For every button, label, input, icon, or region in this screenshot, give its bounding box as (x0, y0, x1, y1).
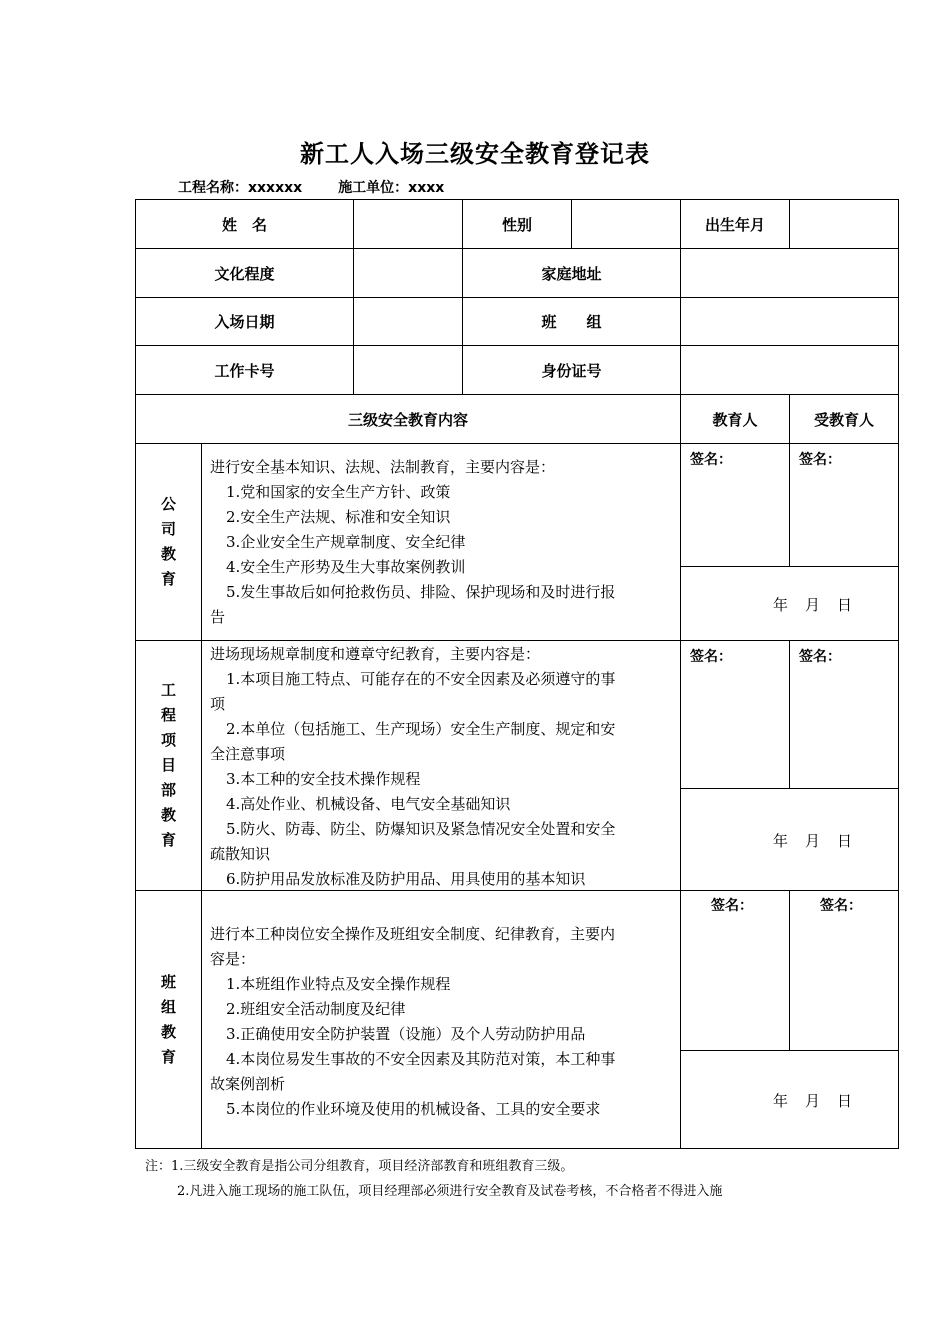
team-field[interactable] (681, 298, 898, 345)
form-subheader (178, 177, 444, 197)
company-education-content: 进行安全基本知识、法规、法制教育，主要内容是： 1.党和国家的安全生产方针、政策 2.安全生产法规、标准和安全知识 3.企业安全生产规章制度、安全纪律 4.安全生产形势及生大事故案例教训 5.发生事故后如何抢救伤员、排险、保护现场和及时进行报 告 (210, 458, 616, 626)
education-field[interactable] (354, 249, 462, 297)
project-educator-signature[interactable]: 签名： (690, 649, 732, 665)
birth-field[interactable] (790, 200, 898, 248)
team-date[interactable]: 年 月 日 (773, 1092, 853, 1110)
gender-field[interactable] (572, 200, 680, 248)
company-date[interactable]: 年 月 日 (773, 596, 853, 614)
address-field[interactable] (681, 249, 898, 297)
entry-date-field[interactable] (354, 298, 462, 345)
note-2: 2.凡进入施工现场的施工队伍，项目经理部必须进行安全教育及试卷考核，不合格者不得进入施 (177, 1184, 723, 1199)
name-label: 姓 名 (221, 215, 267, 234)
project-name: 工程名称：xxxxxx (178, 180, 303, 196)
team-educator-signature[interactable]: 签名： (711, 898, 753, 914)
work-card-label: 工作卡号 (214, 361, 275, 380)
project-educatee-signature[interactable]: 签名： (799, 649, 841, 665)
team-educatee-signature[interactable]: 签名： (820, 898, 862, 914)
educator-header: 教育人 (712, 410, 758, 429)
gender-label: 性别 (501, 215, 532, 234)
company-educatee-signature[interactable]: 签名： (799, 452, 841, 468)
content-header: 三级安全教育内容 (347, 410, 468, 429)
team-education-content: 进行本工种岗位安全操作及班组安全制度、纪律教育，主要内 容是： 1.本班组作业特点及安全操作规程 2.班组安全活动制度及纪律 3.正确使用安全防护装置（设施）及个人劳动防护用品 4.本岗位易发生事故的不安全因素及其防范对策，本工种事 故案例剖析 5.本岗位的作业环境及使用的机械设备、工具的安全要求 (210, 925, 616, 1118)
project-education-content: 进场现场规章制度和遵章守纪教育，主要内容是： 1.本项目施工特点、可能存在的不安全因素及必须遵守的事 项 2.本单位（包括施工、生产现场）安全生产制度、规定和安 全注意事项 3.本工种的安全技术操作规程 4.高处作业、机械设备、电气安全基础知识 5.防火、防毒、防尘、防爆知识及紧急情况安全处置和安全 疏散知识 6.防护用品发放标准及防护用品、用具使用的基本知识 (210, 645, 616, 888)
entry-date-label: 入场日期 (214, 313, 275, 331)
team-label: 班 组 (541, 313, 602, 331)
id-number-label: 身份证号 (541, 361, 602, 380)
company-educator-signature[interactable]: 签名： (690, 452, 732, 468)
project-education-label: 工 程 项 目 部 教 育 (160, 681, 176, 849)
id-number-field[interactable] (681, 346, 898, 394)
company-education-label: 公 司 教 育 (160, 495, 176, 588)
education-label: 文化程度 (214, 264, 275, 283)
construction-unit: 施工单位：xxxx (338, 180, 445, 196)
name-field[interactable] (354, 200, 462, 248)
team-education-label: 班 组 教 育 (160, 972, 176, 1066)
birth-label: 出生年月 (704, 215, 765, 234)
educatee-header: 受教育人 (813, 410, 874, 429)
work-card-field[interactable] (354, 346, 462, 394)
project-date[interactable]: 年 月 日 (773, 832, 853, 850)
address-label: 家庭地址 (541, 264, 602, 283)
form-title: 新工人入场三级安全教育登记表 (300, 140, 650, 168)
note-1: 注：1.三级安全教育是指公司分组教育，项目经济部教育和班组教育三级。 (145, 1159, 574, 1174)
